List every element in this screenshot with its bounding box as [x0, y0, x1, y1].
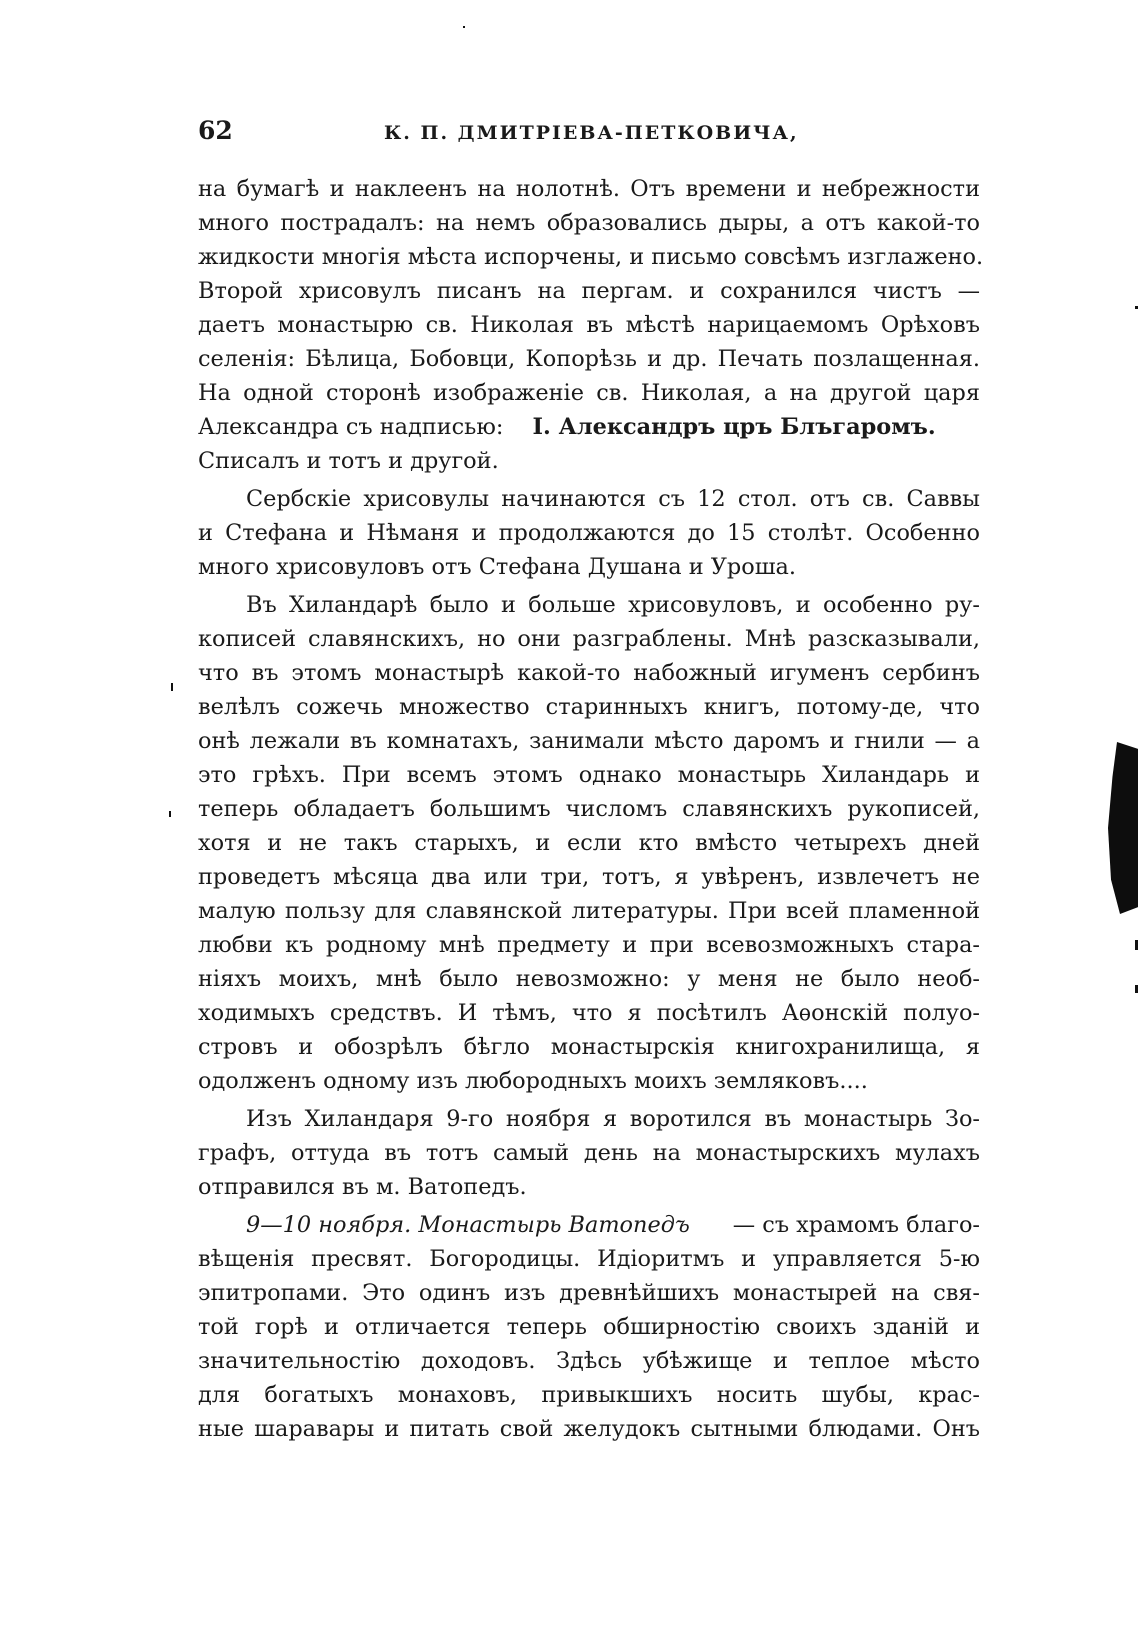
text-line: ніяхъ моихъ, мнѣ было невозможно: у меня не было необ-: [198, 966, 980, 992]
scan-speck: [463, 26, 465, 28]
text-line: проведетъ мѣсяца два или три, тотъ, я увѣренъ, извлечетъ не: [198, 864, 980, 890]
text-line: Сербскіе хрисовулы начинаются съ 12 стол. отъ св. Саввы: [246, 486, 980, 512]
text-line: Второй хрисовулъ писанъ на пергам. и сохранился чистъ —: [198, 278, 980, 304]
heading-continuation: — съ храмомъ благо-: [732, 1212, 980, 1238]
text-line: для богатыхъ монаховъ, привыкшихъ носить шубы, крас-: [198, 1382, 980, 1408]
text-line: жидкости многія мѣста испорчены, и письмо совсѣмъ изглажено.: [198, 244, 984, 270]
page-header: [198, 116, 980, 152]
text-line: на бумагѣ и наклеенъ на нолотнѣ. Отъ времени и небрежности: [198, 176, 980, 202]
text-line: и Стефана и Нѣманя и продолжаются до 15 столѣт. Особенно: [198, 520, 980, 546]
text-line: селенія: Бѣлица, Бобовци, Копорѣзь и др. Печать позлащенная.: [198, 346, 980, 372]
text-line: онѣ лежали въ комнатахъ, занимали мѣсто даромъ и гнили — а: [198, 728, 980, 754]
text-line: графъ, оттуда въ тотъ самый день на монастырскихъ мулахъ: [198, 1140, 980, 1166]
section-heading: 9—10 ноября. Монастырь Ватопедъ: [246, 1212, 690, 1238]
text-line-with-inscription: [198, 410, 980, 444]
text-line: хотя и не такъ старыхъ, и если кто вмѣсто четырехъ дней: [198, 830, 980, 856]
text-line: Изъ Хиландаря 9-го ноября я воротился въ монастырь Зо-: [246, 1106, 980, 1132]
text-line: значительностію доходовъ. Здѣсь убѣжище и теплое мѣсто: [198, 1348, 980, 1374]
inscription-lead: Александра съ надписью:: [198, 414, 504, 440]
text-line: ходимыхъ средствъ. И тѣмъ, что я посѣтилъ Аѳонскій полуо-: [198, 1000, 980, 1026]
text-line: теперь обладаетъ большимъ числомъ славянскихъ рукописей,: [198, 796, 980, 822]
text-line: Списалъ и тотъ и другой.: [198, 448, 499, 474]
text-line: отправился въ м. Ватопедъ.: [198, 1174, 527, 1200]
text-line: много пострадалъ: на немъ образовались дыры, а отъ какой-то: [198, 210, 980, 236]
text-line: ные шаравары и питать свой желудокъ сытными блюдами. Онъ: [198, 1416, 980, 1442]
text-line: одолженъ одному изъ любородныхъ моихъ земляковъ....: [198, 1068, 868, 1094]
text-line: На одной сторонѣ изображеніе св. Николая, а на другой царя: [198, 380, 980, 406]
scan-speck: [171, 683, 173, 691]
text-line: кописей славянскихъ, но они разграблены. Мнѣ разсказывали,: [198, 626, 980, 652]
text-line: велѣлъ сожечь множество старинныхъ книгъ, потому-де, что: [198, 694, 980, 720]
text-line: той горѣ и отличается теперь обширностію своихъ зданій и: [198, 1314, 980, 1340]
text-line: стровъ и обозрѣлъ бѣгло монастырскія книгохранилища, я: [198, 1034, 980, 1060]
running-head: К. П. ДМИТРІЕВА-ПЕТКОВИЧА,: [384, 122, 799, 144]
page-number: 62: [198, 116, 233, 145]
scan-speck: [1135, 985, 1138, 993]
inscription: І. Александръ цръ Блъгаромъ.: [532, 414, 936, 440]
text-line: эпитропами. Это одинъ изъ древнѣйшихъ монастырей на свя-: [198, 1280, 980, 1306]
text-line: вѣщенія пресвят. Богородицы. Идіоритмъ и управляется 5-ю: [198, 1246, 980, 1272]
scan-edge-blot: [1108, 742, 1138, 914]
text-line: малую пользу для славянской литературы. При всей пламенной: [198, 898, 980, 924]
text-line: что въ этомъ монастырѣ какой-то набожный игуменъ сербинъ: [198, 660, 980, 686]
scan-speck: [169, 811, 171, 817]
text-line: любви къ родному мнѣ предмету и при всевозможныхъ стара-: [198, 932, 980, 958]
text-line: много хрисовуловъ отъ Стефана Душана и Уроша.: [198, 554, 797, 580]
scan-speck: [1135, 940, 1138, 950]
scan-speck: [1135, 306, 1138, 309]
text-line: это грѣхъ. При всемъ этомъ однако монастырь Хиландарь и: [198, 762, 980, 788]
text-line: Въ Хиландарѣ было и больше хрисовуловъ, и особенно ру-: [246, 592, 980, 618]
text-line-with-italic-heading: [246, 1208, 980, 1242]
text-line: даетъ монастырю св. Николая въ мѣстѣ нарицаемомъ Орѣховъ: [198, 312, 980, 338]
